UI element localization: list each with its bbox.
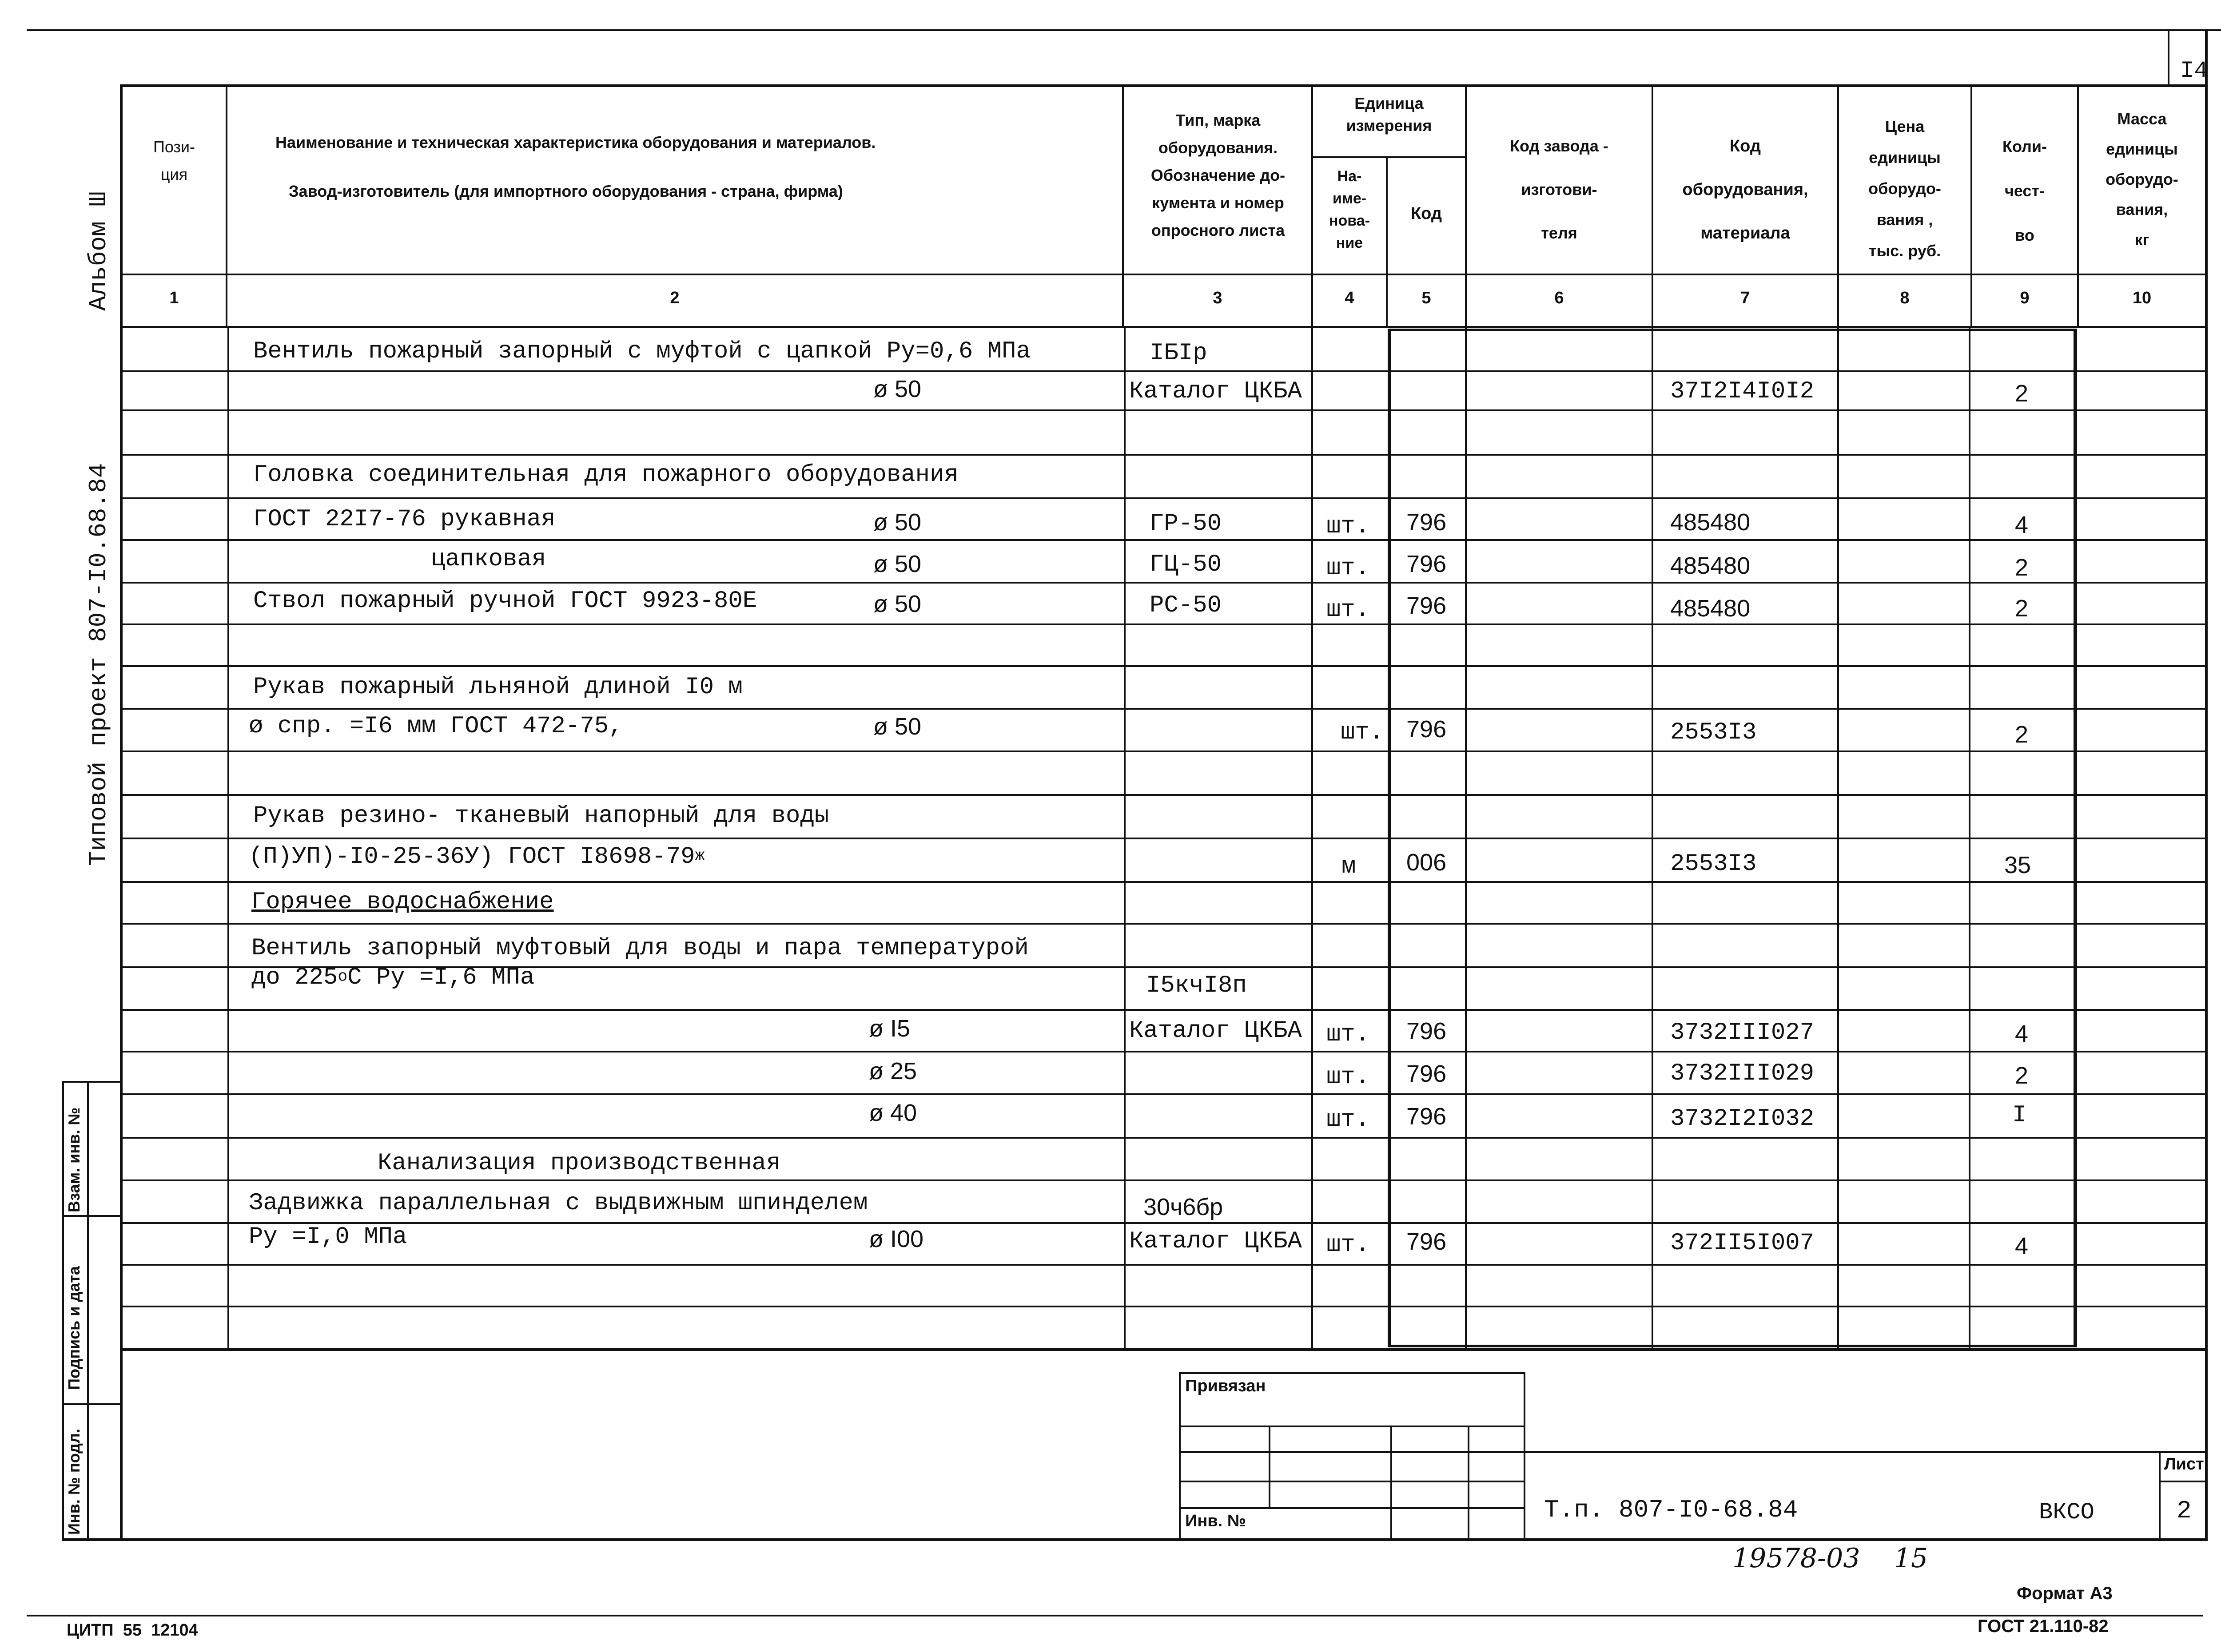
item-name: ГОСТ 22I7-76 рукавная bbox=[253, 506, 556, 533]
item-dn: ø 25 bbox=[869, 1058, 917, 1084]
item-name-tail: С Ру =I,6 МПа bbox=[347, 964, 535, 991]
row-sep bbox=[123, 370, 2206, 372]
header-bottom-line bbox=[120, 274, 2208, 275]
colnum-5: 5 bbox=[1421, 289, 1431, 307]
item-name: Ствол пожарный ручной ГОСТ 9923-80Е bbox=[253, 588, 757, 615]
item-name: Вентиль пожарный запорный с муфтой с цапкой Ру=0,6 МПа bbox=[253, 338, 1031, 365]
header-unit-group: Единица измерения bbox=[1346, 94, 1432, 135]
item-dn: ø 40 bbox=[869, 1100, 917, 1126]
tb-vline bbox=[1390, 1426, 1392, 1541]
stamp-mid-line bbox=[87, 1081, 89, 1541]
colnum-2: 2 bbox=[670, 289, 680, 307]
row-sep bbox=[123, 1306, 2206, 1307]
item-unit-code: 796 bbox=[1406, 509, 1447, 536]
item-eq-code: 3732I2I032 bbox=[1670, 1105, 1815, 1132]
row-sep bbox=[123, 923, 2206, 925]
row-sep bbox=[123, 1051, 2206, 1052]
item-eq-code: 485480 bbox=[1670, 509, 1751, 536]
stamp-box-2: Подпись и дата bbox=[65, 1266, 83, 1390]
tb-vline bbox=[1269, 1426, 1270, 1507]
item-dn: ø I5 bbox=[869, 1015, 911, 1042]
item-unit: шт. bbox=[1326, 513, 1370, 540]
row-sep bbox=[123, 409, 2206, 411]
tb-privyazan-left bbox=[1179, 1372, 1181, 1541]
row-sep bbox=[123, 1222, 2206, 1224]
row-sep bbox=[123, 751, 2206, 752]
frame-right-line bbox=[2205, 29, 2208, 1541]
item-type: IБIр bbox=[1150, 340, 1207, 367]
stamp-sep-2 bbox=[62, 1403, 123, 1405]
tb-line bbox=[1179, 1426, 1525, 1427]
row-sep bbox=[123, 1264, 2206, 1266]
row-sep bbox=[123, 881, 2206, 883]
item-type: Каталог ЦКБА bbox=[1129, 1228, 1302, 1255]
colnum-7: 7 bbox=[1740, 289, 1750, 307]
doc-code: ВКСО bbox=[2039, 1499, 2094, 1525]
item-type: Каталог ЦКБА bbox=[1129, 378, 1302, 405]
body-bottom-line bbox=[123, 1348, 2208, 1351]
item-unit-code: 796 bbox=[1406, 1018, 1447, 1044]
stamp-box-3: Инв. № подл. bbox=[65, 1429, 83, 1535]
item-unit: шт. bbox=[1326, 1231, 1370, 1259]
item-unit-code: 796 bbox=[1406, 1060, 1447, 1087]
gost-label: ГОСТ 21.110-82 bbox=[1978, 1616, 2109, 1636]
item-name: ø спр. =I6 мм ГОСТ 472-75, bbox=[249, 713, 623, 740]
stamp-left-line bbox=[62, 1081, 64, 1541]
item-unit-code: 796 bbox=[1406, 716, 1447, 743]
tb-main-top bbox=[1524, 1451, 2208, 1453]
item-unit: шт. bbox=[1326, 596, 1370, 623]
item-qty: 2 bbox=[2015, 380, 2029, 407]
header-col8: Цена единицы оборудо- вания , тыс. руб. bbox=[1868, 117, 1941, 260]
row-sep bbox=[123, 623, 2206, 625]
item-dn: ø 50 bbox=[873, 509, 922, 536]
project-label: Типовой проект 807-I0.68.84 bbox=[84, 463, 113, 866]
colnum-10: 10 bbox=[2132, 289, 2152, 307]
item-name-sup: o bbox=[338, 967, 348, 986]
item-unit-code: 796 bbox=[1406, 592, 1447, 619]
row-sep bbox=[123, 838, 2206, 839]
item-name-with-sup bbox=[249, 844, 705, 870]
sheet-corner-number: I4 bbox=[2180, 58, 2208, 84]
item-name: (П)УП)-I0-25-36У) ГОСТ I8698-79 bbox=[249, 843, 695, 870]
item-unit-code: 796 bbox=[1406, 551, 1447, 577]
row-sep bbox=[123, 1137, 2206, 1139]
inv-no-label: Инв. № bbox=[1185, 1512, 1246, 1530]
tb-vline bbox=[1468, 1426, 1469, 1541]
unit-group-line bbox=[1311, 156, 1465, 158]
item-name: до 225 bbox=[251, 964, 338, 991]
item-eq-code: 485480 bbox=[1670, 595, 1751, 622]
header-col7: Код оборудования, материала bbox=[1682, 137, 1808, 242]
item-qty: 35 bbox=[2004, 852, 2031, 878]
item-dn: ø 50 bbox=[873, 551, 922, 577]
row-sep bbox=[123, 794, 2206, 796]
row-sep bbox=[123, 1179, 2206, 1181]
header-col4: На- име- нова- ние bbox=[1329, 168, 1370, 251]
item-unit: шт. bbox=[1326, 1064, 1370, 1091]
header-col2-line1: Наименование и техническая характеристика оборудования и материалов. bbox=[275, 133, 876, 151]
frame-bottom-line bbox=[62, 1538, 2208, 1541]
item-dn: ø 50 bbox=[873, 591, 922, 617]
colnum-4: 4 bbox=[1345, 289, 1354, 307]
item-name-sup: ж bbox=[695, 846, 705, 865]
row-sep bbox=[123, 582, 2206, 584]
row-sep bbox=[123, 1093, 2206, 1095]
row-sep bbox=[123, 665, 2206, 667]
top-border-line bbox=[27, 29, 2221, 31]
list-number: 2 bbox=[2177, 1497, 2192, 1525]
item-eq-code: 37I2I4I0I2 bbox=[1670, 378, 1815, 405]
item-type: ГР-50 bbox=[1150, 510, 1222, 537]
stamp-sep-1 bbox=[62, 1215, 123, 1217]
colnum-1: 1 bbox=[169, 289, 179, 307]
item-name: Задвижка параллельная с выдвижным шпинделем bbox=[249, 1190, 868, 1217]
item-dn: ø 50 bbox=[873, 713, 922, 740]
item-qty: I bbox=[2012, 1102, 2027, 1129]
colnum-8: 8 bbox=[1900, 289, 1910, 307]
privyazan-label: Привязан bbox=[1185, 1377, 1266, 1395]
item-name: Ру =I,0 МПа bbox=[249, 1223, 407, 1251]
item-name: Вентиль запорный муфтовый для воды и пара температурой bbox=[251, 935, 1029, 962]
item-type: Каталог ЦКБА bbox=[1129, 1017, 1302, 1044]
list-label: Лист bbox=[2164, 1455, 2204, 1473]
item-unit-code: 796 bbox=[1406, 1103, 1447, 1130]
item-eq-code: 485480 bbox=[1670, 552, 1751, 579]
item-type: I5кчI8п bbox=[1146, 972, 1247, 999]
item-eq-code: 3732III027 bbox=[1670, 1019, 1815, 1046]
section-title: Канализация производственная bbox=[378, 1150, 781, 1177]
printer-label: ЦИТП 55 12104 bbox=[67, 1621, 198, 1640]
item-unit-code: 006 bbox=[1406, 849, 1447, 876]
item-qty: 4 bbox=[2015, 1233, 2029, 1259]
frame-top-line bbox=[120, 84, 2208, 87]
item-eq-code: 3732III029 bbox=[1670, 1060, 1815, 1087]
item-eq-code: 2553I3 bbox=[1670, 719, 1757, 746]
section-title: Горячее водоснабжение bbox=[251, 889, 554, 916]
item-unit: м bbox=[1341, 853, 1356, 880]
item-unit: шт. bbox=[1326, 1021, 1370, 1048]
item-name-with-sup bbox=[251, 965, 534, 991]
item-eq-code: 372II5I007 bbox=[1670, 1230, 1815, 1257]
item-eq-code: 2553I3 bbox=[1670, 850, 1757, 878]
item-name: Рукав резино- тканевый напорный для воды bbox=[253, 802, 829, 830]
tb-list-left bbox=[2159, 1451, 2161, 1541]
header-col5: Код bbox=[1410, 204, 1442, 223]
tb-list-sep bbox=[2159, 1481, 2208, 1482]
row-sep bbox=[123, 1009, 2206, 1011]
colnum-9: 9 bbox=[2020, 289, 2030, 307]
colnum-bottom-line bbox=[120, 326, 2208, 328]
item-qty: 2 bbox=[2015, 721, 2029, 748]
header-col6: Код завода - изготови- теля bbox=[1510, 137, 1608, 242]
header-col1: Пози- ция bbox=[153, 138, 195, 183]
tb-line bbox=[1179, 1481, 1525, 1482]
item-unit: шт. bbox=[1326, 1106, 1370, 1133]
item-unit: шт. bbox=[1341, 719, 1384, 746]
album-label: Альбом Ш bbox=[84, 191, 113, 311]
header-col10: Масса единицы оборудо- вания, кг bbox=[2106, 110, 2178, 249]
item-unit-code: 796 bbox=[1406, 1228, 1447, 1255]
item-dn: ø I00 bbox=[869, 1226, 924, 1252]
item-qty: 4 bbox=[2015, 512, 2029, 538]
item-qty: 2 bbox=[2015, 1062, 2029, 1089]
item-qty: 4 bbox=[2015, 1021, 2029, 1047]
row-sep bbox=[123, 497, 2206, 499]
item-dn: ø 50 bbox=[873, 376, 922, 402]
colnum-6: 6 bbox=[1554, 289, 1564, 307]
item-name: цапковая bbox=[431, 546, 546, 573]
row-sep bbox=[123, 708, 2206, 710]
header-col2-line2: Завод-изготовитель (для импортного оборудования - страна, фирма) bbox=[289, 182, 843, 200]
tb-line bbox=[1179, 1507, 1525, 1509]
item-type: РС-50 bbox=[1150, 592, 1222, 619]
item-unit: шт. bbox=[1326, 555, 1370, 582]
corner-box-left bbox=[2168, 29, 2169, 84]
row-sep bbox=[123, 454, 2206, 456]
colnum-3: 3 bbox=[1213, 289, 1222, 307]
header-col3: Тип, марка оборудования. Обозначение до- кумента и номер опросного листа bbox=[1150, 111, 1286, 239]
bold-box-top bbox=[1388, 329, 2077, 331]
tb-privyazan-right bbox=[1524, 1372, 1525, 1541]
designation: Т.п. 807-I0-68.84 bbox=[1544, 1496, 1798, 1524]
bold-box-bottom bbox=[1388, 1345, 2077, 1347]
item-qty: 2 bbox=[2015, 595, 2029, 622]
tb-line bbox=[1179, 1451, 1525, 1453]
stamp-top-line bbox=[62, 1081, 123, 1083]
item-type: ГЦ-50 bbox=[1150, 551, 1222, 578]
tb-privyazan-top bbox=[1179, 1372, 1525, 1374]
format-label: Формат А3 bbox=[2017, 1584, 2113, 1603]
stamp-box-1: Взам. инв. № bbox=[65, 1107, 83, 1212]
item-name: Головка соединительная для пожарного оборудования bbox=[253, 461, 959, 488]
bottom-trim-line bbox=[27, 1615, 2203, 1616]
item-type: 30ч6бр bbox=[1143, 1194, 1223, 1220]
header-col9: Коли- чест- во bbox=[2002, 137, 2047, 244]
row-sep bbox=[123, 539, 2206, 541]
item-qty: 2 bbox=[2015, 554, 2029, 581]
item-name: Рукав пожарный льняной длиной I0 м bbox=[253, 674, 743, 701]
handwritten-number: 19578-03 15 bbox=[1732, 1543, 1928, 1574]
